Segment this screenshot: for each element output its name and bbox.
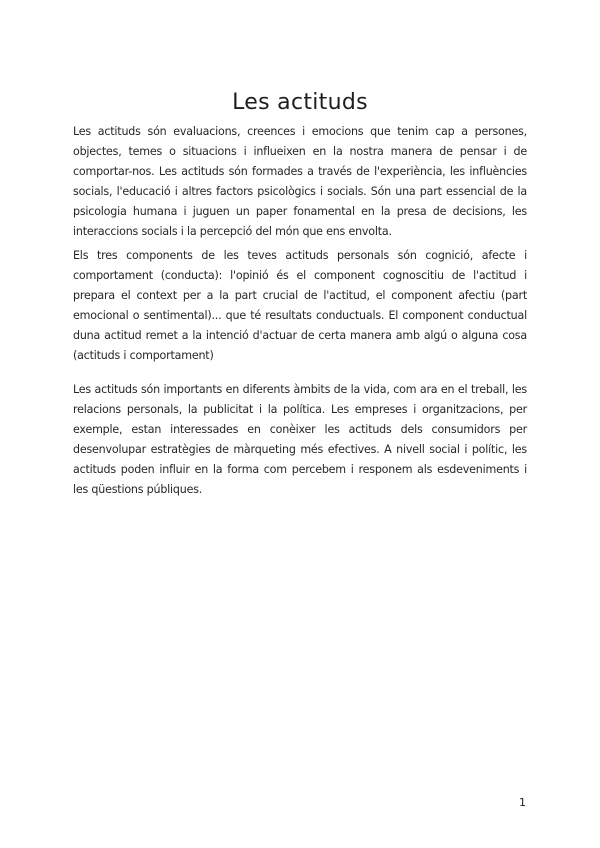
page-title: Les actituds [232, 90, 368, 115]
paragraph-importance: Les actituds són importants en diferents àmbits de la vida, com ara en el treball, les relacions personals, la publicitat i la política. Les empreses i organitzacions, per exemple, estan interessades en conèixer les actituds dels consumidors per desenvolupar estratègies de màrqueting més efectives. A nivell social i polític, les actituds poden influir en la forma com percebem i responem als esdeveniments i les qüestions públiques. [73, 383, 527, 496]
paragraph-components: Els tres components de les teves actituds personals són cognició, afecte i comportament (conducta): l'opinió és el component cognoscitiu de l'actitud i prepara el context per a la part crucial de l'actitud, el component afectiu (part emocional o sentimental)... que té resultats conductuals. El component conductual duna actitud remet a la intenció d'actuar de certa manera amb algú o alguna cosa (actituds i comportament) [73, 249, 527, 362]
page-number: 1 [519, 796, 526, 809]
paragraph-definition: Les actituds són evaluacions, creences i emocions que tenim cap a persones, objectes, temes o situacions i influeixen en la nostra manera de pensar i de comportar-nos. Les actituds són formades a través de l'experiència, les influències socials, l'educació i altres factors psicològics i socials. Són una part essencial de la psicologia humana i juguen un paper fonamental en la presa de decisions, les interaccions socials i la percepció del món que ens envolta. [73, 125, 527, 238]
